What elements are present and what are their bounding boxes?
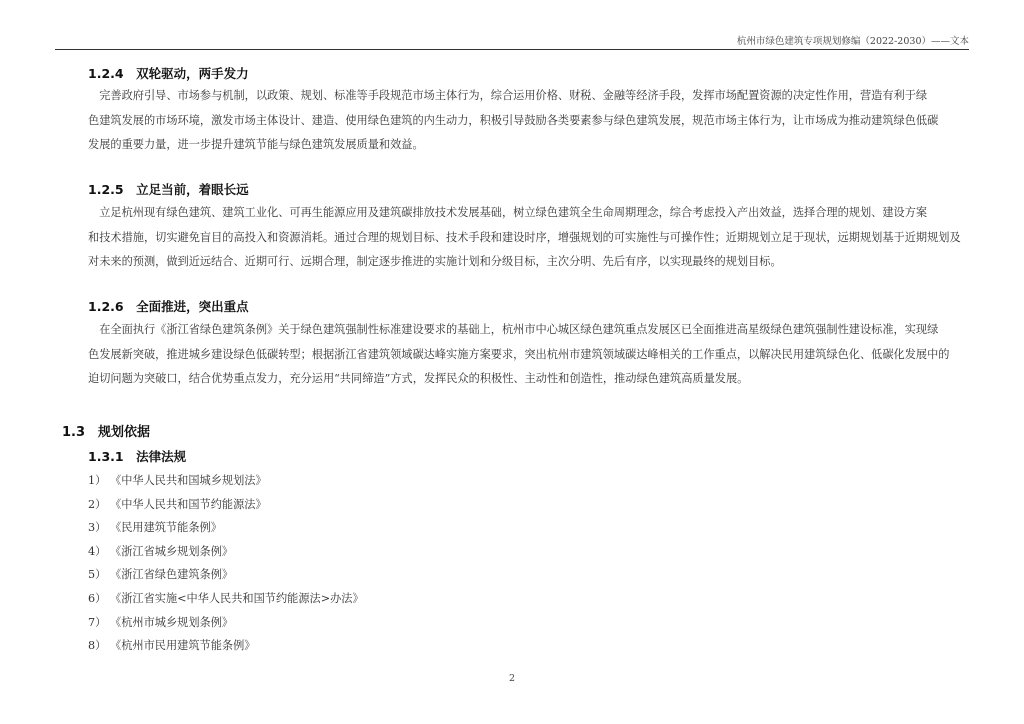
list-item-text: 《民用建筑节能条例》 [110,521,222,535]
list-item [88,611,364,635]
list-item-text: 《浙江省实施<中华人民共和国节约能源法>办法》 [110,591,364,605]
list-item [88,634,364,658]
paragraph-line: 对未来的预测，做到近远结合、近期可行、远期合理，制定逐步推进的实施计划和分级目标，主次分明、先后有序，以实现最终的规划目标。 [88,255,782,268]
paragraph-line: 完善政府引导、市场参与机制，以政策、规划、标准等手段规范市场主体行为，综合运用价格、财税、金融等经济手段，发挥市场配置资源的决定性作用，营造有利于绿 [88,89,928,102]
paragraph-line: 发展的重要力量，进一步提升建筑节能与绿色建筑发展质量和效益。 [88,138,424,151]
list-item-text: 《杭州市民用建筑节能条例》 [110,639,256,653]
list-item [88,587,364,611]
list-item [88,563,364,587]
paragraph-line: 迫切问题为突破口，结合优势重点发力，充分运用“共同缔造”方式，发挥民众的积极性、主动性和创造性，推动绿色建筑高质量发展。 [88,372,749,385]
paragraph-line: 在全面执行《浙江省绿色建筑条例》关于绿色建筑强制性标准建设要求的基础上，杭州市中心城区绿色建筑重点发展区已全面推进高星级绿色建筑强制性建设标准，实现绿 [88,323,939,336]
section-heading-1-2-4: 1.2.4 双轮驱动，两手发力 [88,66,249,81]
list-item [88,493,364,517]
law-list [88,469,364,658]
page-number: 2 [508,673,516,684]
list-item-number: 8） [88,639,107,653]
list-item-text: 《浙江省绿色建筑条例》 [110,568,234,582]
list-item-text: 《中华人民共和国城乡规划法》 [110,474,267,487]
list-item [88,540,364,564]
list-item-number: 7） [88,615,107,629]
section-heading-1-3: 1.3 规划依据 [62,425,151,440]
paragraph-line: 色发展新突破，推进城乡建设绿色低碳转型；根据浙江省建筑领域碳达峰实施方案要求，突出杭州市建筑领域碳达峰相关的工作重点，以解决民用建筑绿色化、低碳化发展中的 [88,347,950,361]
paragraph-line: 色建筑发展的市场环境，激发市场主体设计、建造、使用绿色建筑的内生动力，积极引导鼓励各类要素参与绿色建筑发展，规范市场主体行为，让市场成为推动建筑绿色低碳 [88,113,939,127]
paragraph-1-2-4 [88,84,968,158]
paragraph-1-2-5 [88,201,968,275]
header-divider [55,49,969,50]
paragraph-line: 和技术措施，切实避免盲目的高投入和资源消耗。通过合理的规划目标、技术手段和建设时序，增强规划的可实施性与可操作性；近期规划立足于现状，远期规划基于近期规划及 [88,230,961,244]
list-item-number: 2） [88,497,107,511]
list-item [88,469,364,493]
list-item-text: 《中华人民共和国节约能源法》 [110,497,267,511]
list-item-number: 3） [88,521,107,535]
list-item-text: 《浙江省城乡规划条例》 [110,544,234,558]
list-item-number: 4） [88,544,107,558]
section-heading-1-3-1: 1.3.1 法律法规 [88,449,187,464]
list-item [88,516,364,540]
section-heading-1-2-5: 1.2.5 立足当前，着眼长远 [88,182,249,197]
list-item-number: 5） [88,568,107,582]
running-title: 杭州市绿色建筑专项规划修编（2022-2030）——文本 [736,36,969,47]
list-item-number: 6） [88,591,107,605]
paragraph-line: 立足杭州现有绿色建筑、建筑工业化、可再生能源应用及建筑碳排放技术发展基础，树立绿色建筑全生命周期理念，综合考虑投入产出效益，选择合理的规划、建设方案 [88,206,928,219]
list-item-text: 《杭州市城乡规划条例》 [110,615,234,629]
section-heading-1-2-6: 1.2.6 全面推进，突出重点 [88,299,249,314]
list-item-number: 1） [88,474,107,487]
paragraph-1-2-6 [88,318,968,392]
